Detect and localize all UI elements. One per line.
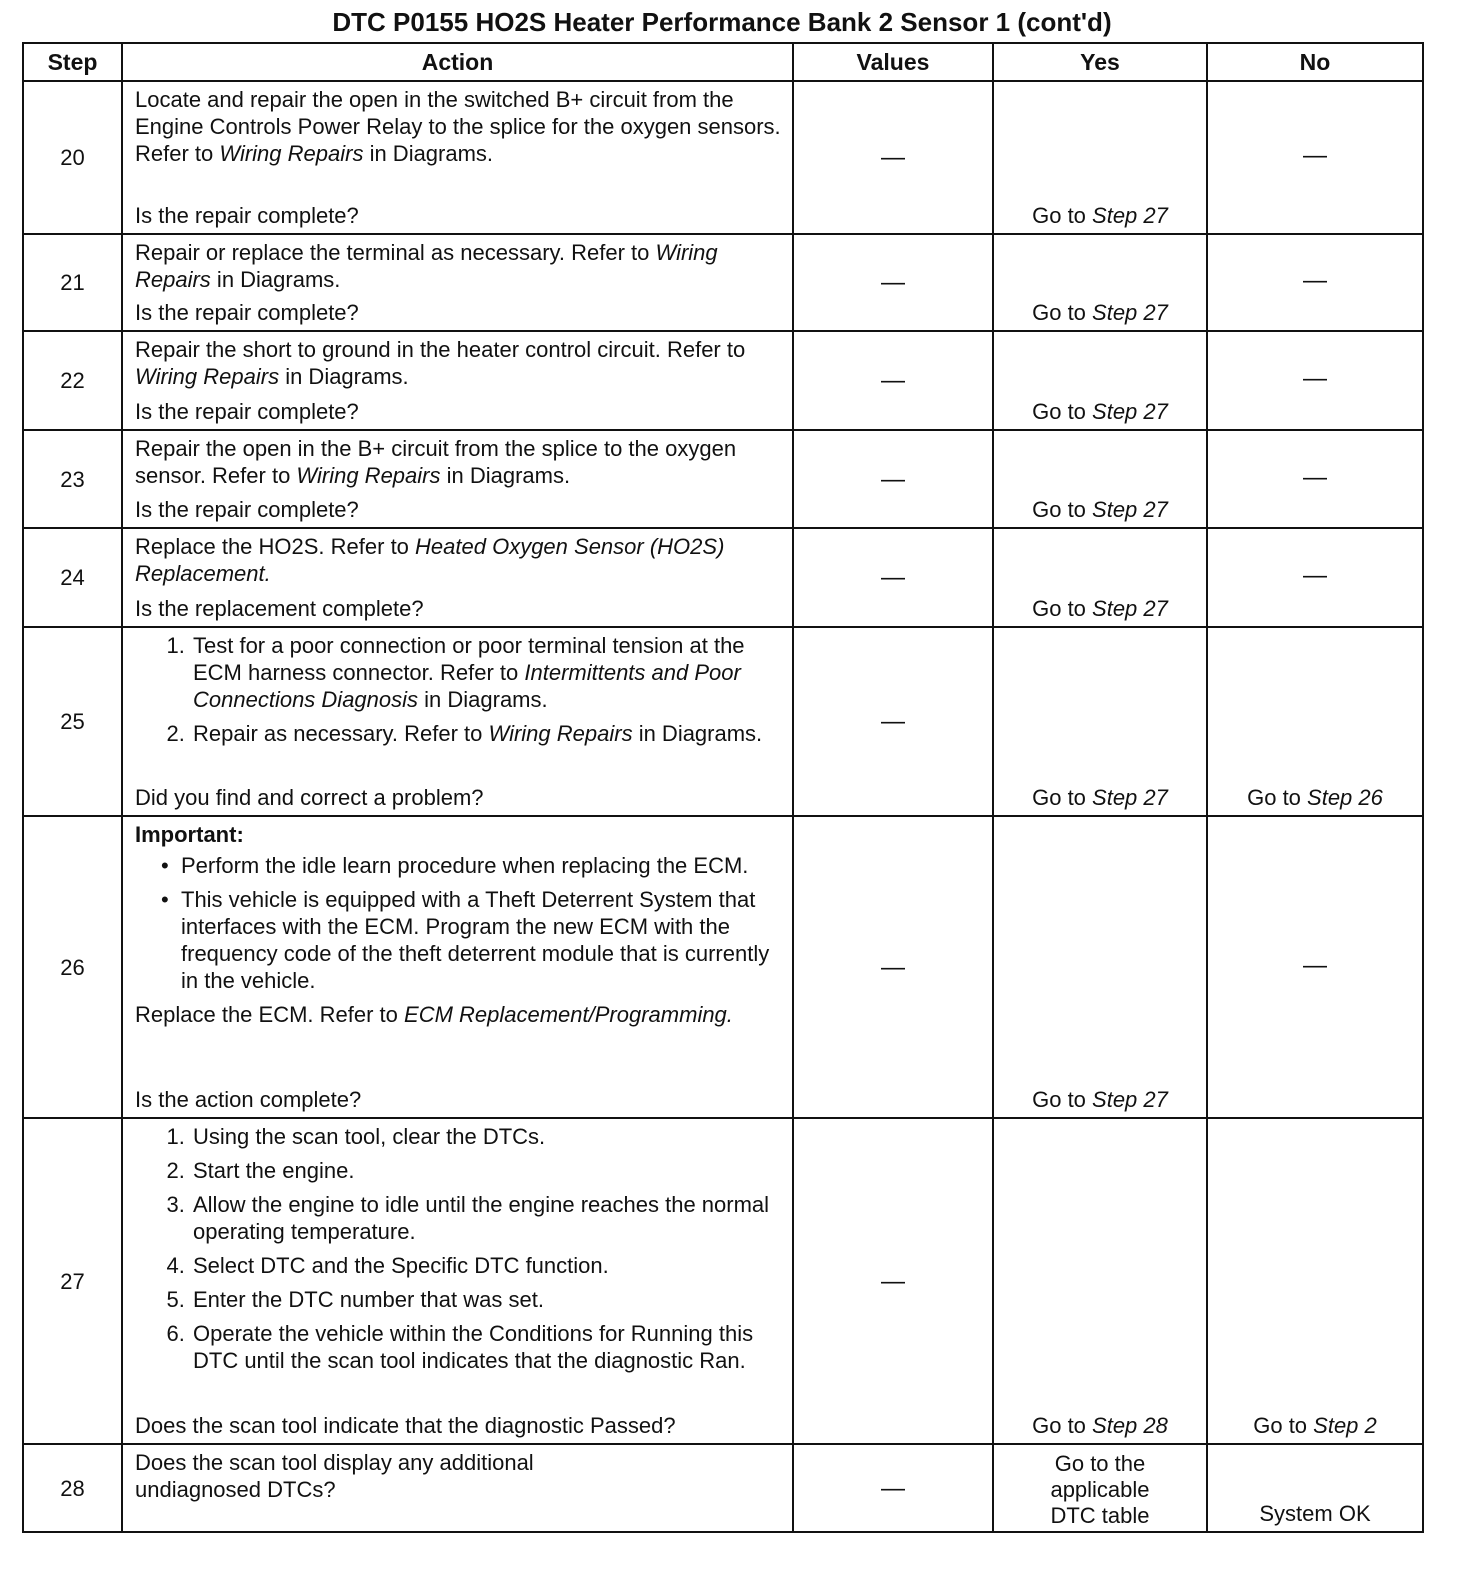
no-cell: — <box>1207 234 1423 331</box>
action-text: Repair or replace the terminal as necessary. Refer to Wiring Repairs in Diagrams. <box>135 240 718 292</box>
header-step: Step <box>23 43 122 81</box>
yes-cell: Go to Step 28 <box>993 1118 1207 1444</box>
step-number: 28 <box>23 1444 122 1532</box>
list-item: 2. Repair as necessary. Refer to Wiring Repairs in Diagrams. <box>191 720 784 747</box>
yes-cell: Go to Step 27 <box>993 528 1207 627</box>
step-number: 21 <box>23 234 122 331</box>
step-number: 25 <box>23 627 122 816</box>
table-row <box>23 1118 1423 1444</box>
header-action: Action <box>122 43 793 81</box>
action-cell <box>122 430 793 528</box>
step-number: 27 <box>23 1118 122 1444</box>
action-question: Did you find and correct a problem? <box>135 785 484 810</box>
action-question: Is the repair complete? <box>135 399 359 424</box>
reference-link: Intermittents and Poor Connections Diagnosis <box>193 660 741 712</box>
table-row <box>23 1444 1423 1532</box>
step-number: 23 <box>23 430 122 528</box>
action-cell <box>122 1444 793 1532</box>
action-cell <box>122 528 793 627</box>
procedure-list <box>135 632 784 754</box>
list-item: 2. Start the engine. <box>191 1157 784 1184</box>
no-cell: — <box>1207 81 1423 234</box>
step-number: 24 <box>23 528 122 627</box>
page-title: DTC P0155 HO2S Heater Performance Bank 2 Sensor 1 (cont'd) <box>332 7 1112 37</box>
action-cell <box>122 1118 793 1444</box>
reference-link: Wiring Repairs <box>219 141 364 166</box>
important-label: Important: <box>135 822 244 847</box>
header-values: Values <box>793 43 993 81</box>
action-text: Repair the short to ground in the heater control circuit. Refer to Wiring Repairs in Diagrams. <box>135 337 746 389</box>
list-item: 4. Select DTC and the Specific DTC function. <box>191 1252 784 1279</box>
action-cell <box>122 81 793 234</box>
table-row <box>23 331 1423 430</box>
values-cell: — <box>793 1444 993 1532</box>
action-cell <box>122 234 793 331</box>
action-question: Is the repair complete? <box>135 203 359 228</box>
table-row <box>23 528 1423 627</box>
no-cell: — <box>1207 528 1423 627</box>
yes-cell: Go to Step 27 <box>993 331 1207 430</box>
values-cell: — <box>793 81 993 234</box>
yes-cell: Go to Step 27 <box>993 627 1207 816</box>
action-text: Locate and repair the open in the switched B+ circuit from the Engine Controls Power Relay to the splice for the oxygen sensors. Refer to Wiring Repairs in Diagrams. <box>135 87 781 166</box>
step-number: 20 <box>23 81 122 234</box>
table-row <box>23 234 1423 331</box>
header-yes: Yes <box>993 43 1207 81</box>
action-question: Is the repair complete? <box>135 497 359 522</box>
table-header-row <box>23 43 1423 81</box>
reference-link: Wiring Repairs <box>135 240 718 292</box>
yes-cell: Go to Step 27 <box>993 430 1207 528</box>
table-row <box>23 81 1423 234</box>
values-cell: — <box>793 816 993 1118</box>
action-cell <box>122 816 793 1118</box>
list-item: • This vehicle is equipped with a Theft Deterrent System that interfaces with the ECM. Program the new ECM with the frequency code of the theft deterrent module that is currently in the vehicle. <box>181 886 784 994</box>
values-cell: — <box>793 1118 993 1444</box>
values-cell: — <box>793 331 993 430</box>
no-cell: System OK <box>1207 1444 1423 1532</box>
procedure-list <box>135 1123 784 1381</box>
step-number: 26 <box>23 816 122 1118</box>
action-question: Is the repair complete? <box>135 300 359 325</box>
reference-link: Heated Oxygen Sensor (HO2S) Replacement. <box>135 534 725 586</box>
action-question: Does the scan tool display any additional undiagnosed DTCs? <box>135 1450 534 1502</box>
action-text: Repair the open in the B+ circuit from the splice to the oxygen sensor. Refer to Wiring Repairs in Diagrams. <box>135 436 737 488</box>
no-cell: Go to Step 2 <box>1207 1118 1423 1444</box>
table-row <box>23 627 1423 816</box>
list-item: 1. Test for a poor connection or poor terminal tension at the ECM harness connector. Refer to Intermittents and Poor Connections Diagnosis in Diagrams. <box>191 632 784 713</box>
action-text: Replace the HO2S. Refer to Heated Oxygen Sensor (HO2S) Replacement. <box>135 534 725 586</box>
list-item: 1. Using the scan tool, clear the DTCs. <box>191 1123 784 1150</box>
yes-cell: Go to Step 27 <box>993 81 1207 234</box>
action-cell <box>122 627 793 816</box>
yes-cell: Go to the applicable DTC table <box>993 1444 1207 1532</box>
important-notes <box>135 852 784 994</box>
list-item: 5. Enter the DTC number that was set. <box>191 1286 784 1313</box>
action-question: Is the action complete? <box>135 1087 362 1112</box>
no-cell: — <box>1207 816 1423 1118</box>
list-item: • Perform the idle learn procedure when replacing the ECM. <box>181 852 784 879</box>
reference-link: ECM Replacement/Programming. <box>404 1002 733 1027</box>
values-cell: — <box>793 627 993 816</box>
list-item: 3. Allow the engine to idle until the engine reaches the normal operating temperature. <box>191 1191 784 1245</box>
action-text: Replace the ECM. Refer to ECM Replacement/Programming. <box>135 1002 733 1027</box>
yes-cell: Go to Step 27 <box>993 234 1207 331</box>
action-question: Does the scan tool indicate that the diagnostic Passed? <box>135 1413 676 1438</box>
no-cell: Go to Step 26 <box>1207 627 1423 816</box>
table-row <box>23 816 1423 1118</box>
header-no: No <box>1207 43 1423 81</box>
table-row <box>23 430 1423 528</box>
reference-link: Wiring Repairs <box>296 463 441 488</box>
reference-link: Wiring Repairs <box>488 721 633 746</box>
no-cell: — <box>1207 430 1423 528</box>
no-cell: — <box>1207 331 1423 430</box>
action-cell <box>122 331 793 430</box>
values-cell: — <box>793 234 993 331</box>
reference-link: Wiring Repairs <box>135 364 280 389</box>
step-number: 22 <box>23 331 122 430</box>
values-cell: — <box>793 528 993 627</box>
list-item: 6. Operate the vehicle within the Conditions for Running this DTC until the scan tool indicates that the diagnostic Ran. <box>191 1320 784 1374</box>
dtc-table <box>22 42 1424 1533</box>
yes-cell: Go to Step 27 <box>993 816 1207 1118</box>
action-question: Is the replacement complete? <box>135 596 424 621</box>
values-cell: — <box>793 430 993 528</box>
